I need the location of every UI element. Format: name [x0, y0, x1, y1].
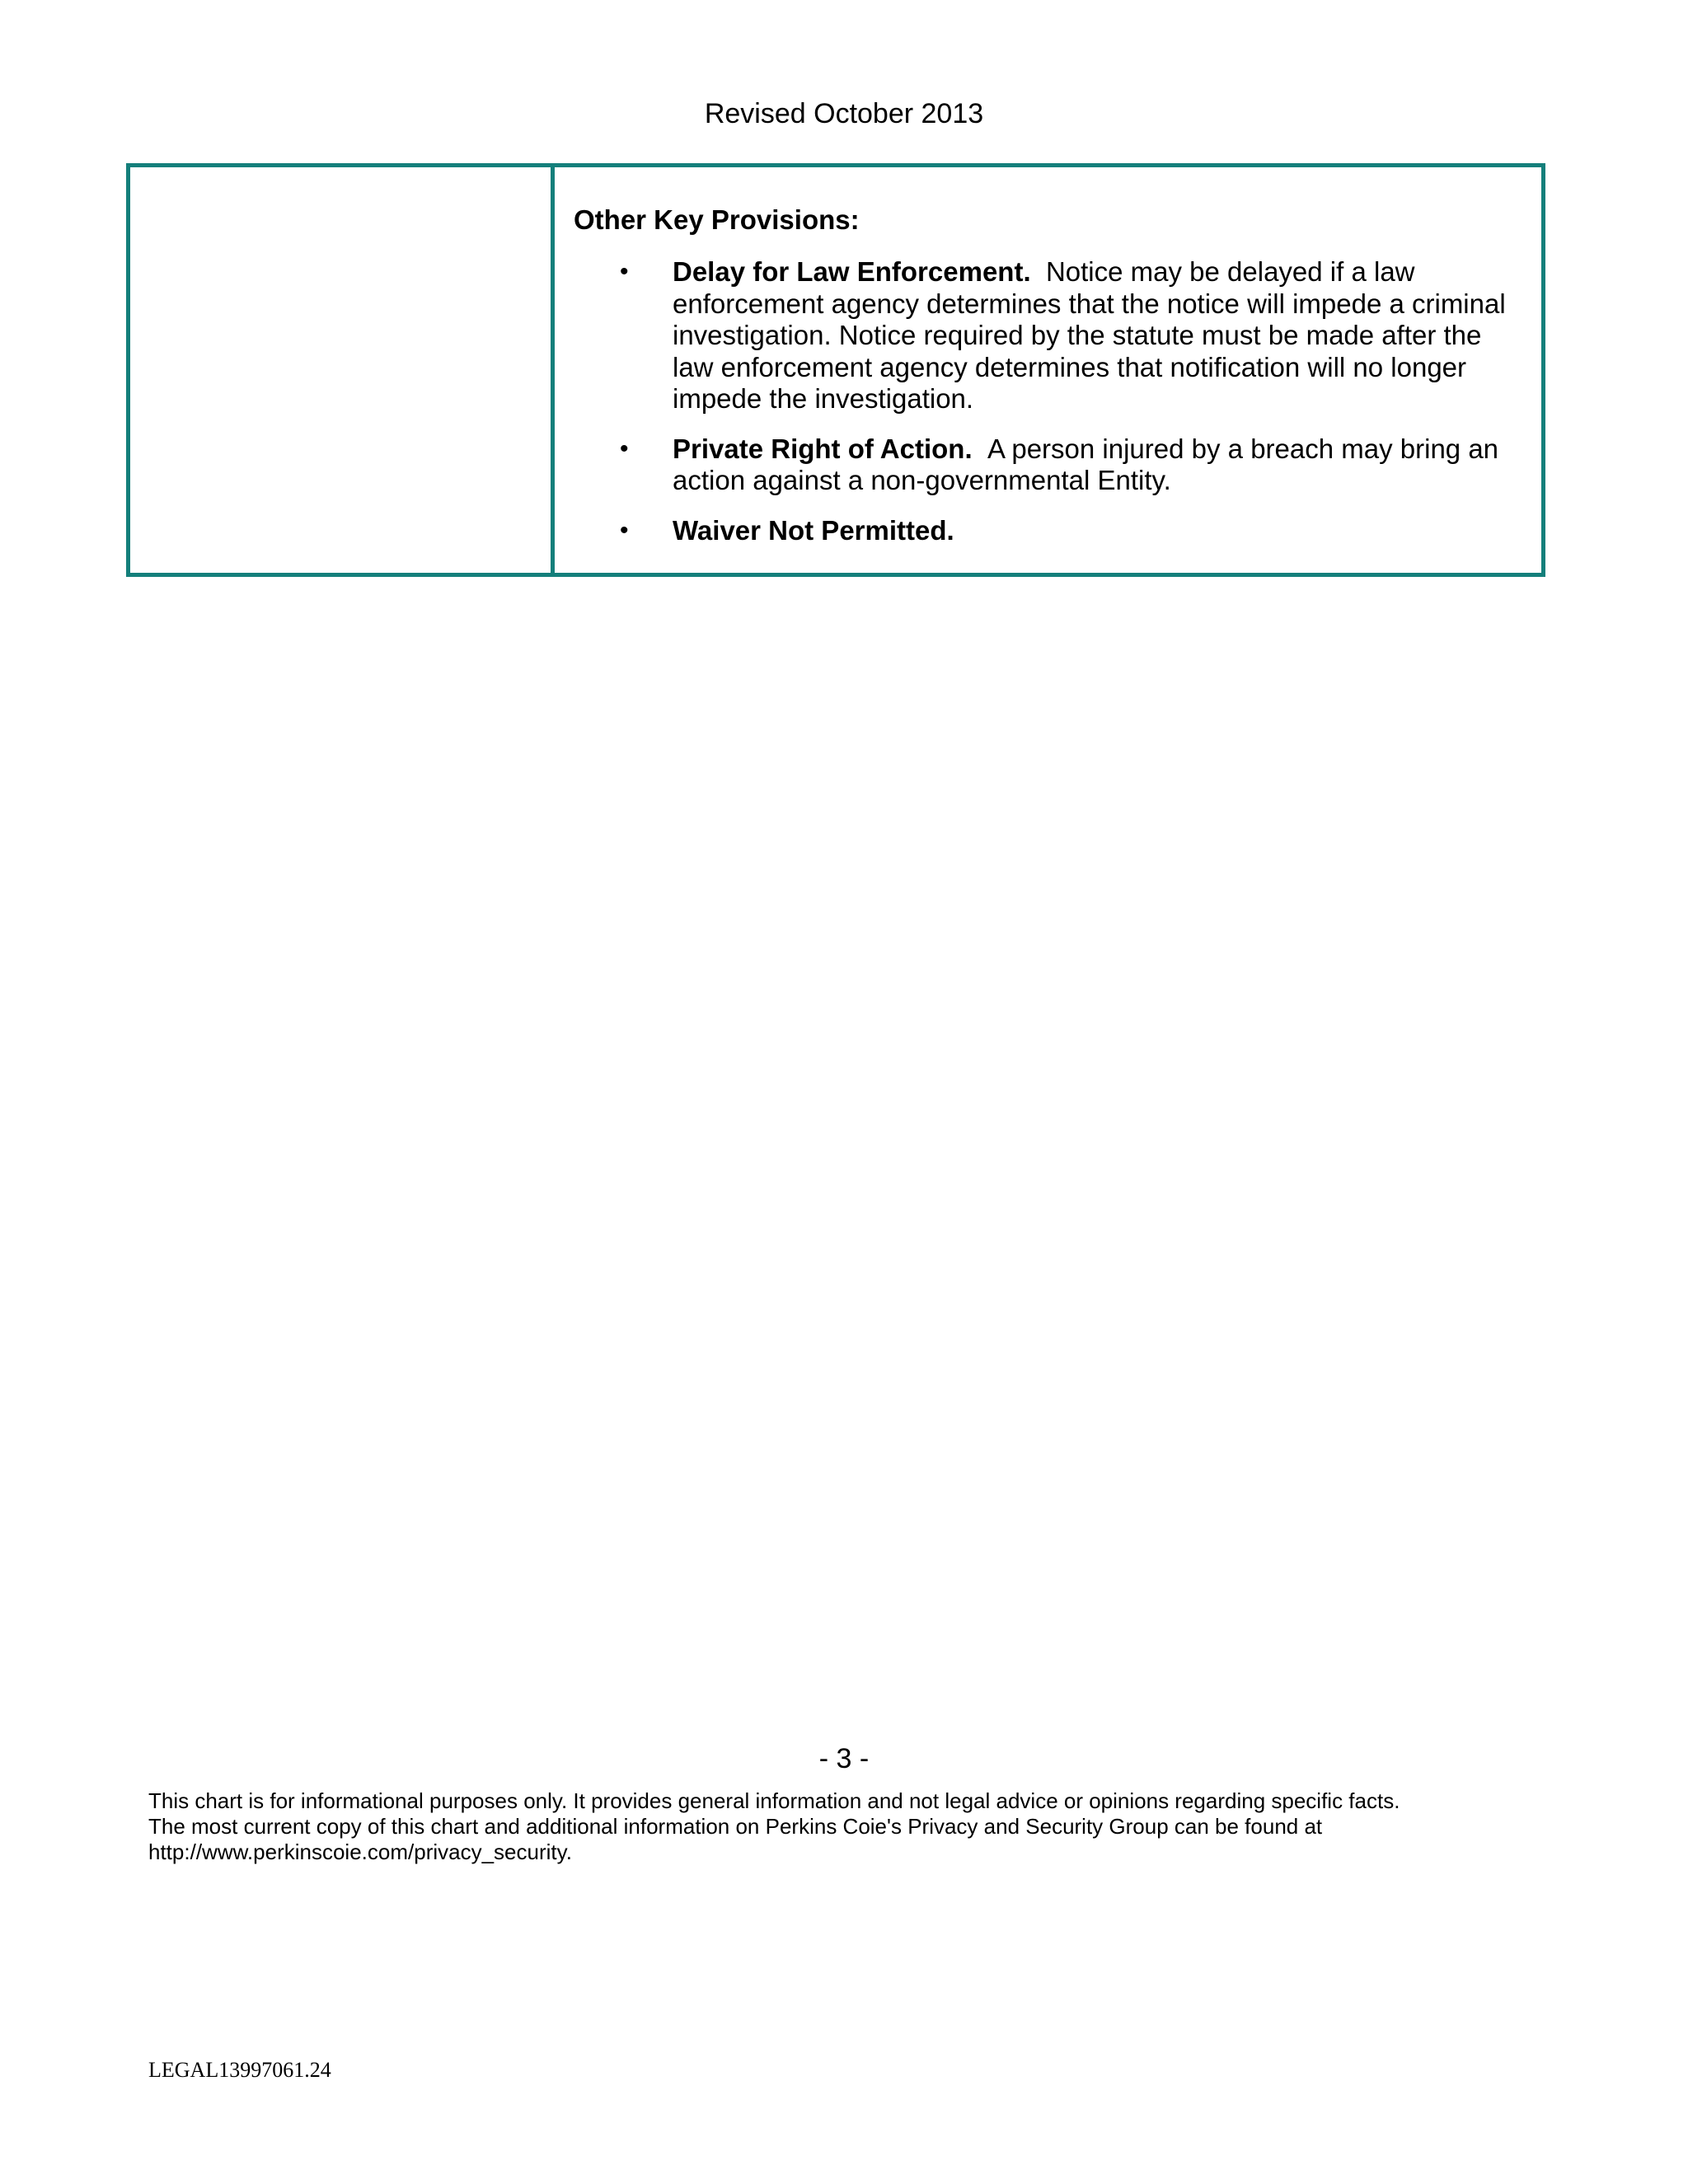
- list-item: [574, 256, 1517, 415]
- table-right-cell: [555, 167, 1541, 573]
- table-left-cell: [130, 167, 555, 573]
- provision-text: A person injured by a breach may bring an action against a non-governmental Entity.: [673, 433, 1499, 495]
- disclaimer-line: http://www.perkinscoie.com/privacy_security.: [148, 1840, 572, 1864]
- document-id: LEGAL13997061.24: [148, 2058, 331, 2082]
- provision-text: Notice may be delayed if a law enforcement agency determines that the notice will impede a criminal investigation. Notice required by the statute must be made after the law enforcement agency determines that notification will no longer impede the investigation.: [673, 256, 1506, 414]
- bullet-icon: •: [620, 258, 629, 285]
- provision-title: Private Right of Action.: [673, 433, 973, 464]
- provision-title: Delay for Law Enforcement.: [673, 256, 1031, 287]
- page-number: - 3 -: [818, 1743, 870, 1774]
- provision-list: [574, 256, 1517, 546]
- disclaimer-line: The most current copy of this chart and additional information on Perkins Coie's Privacy and Security Group can be found at: [148, 1814, 1323, 1839]
- section-heading: Other Key Provisions:: [574, 204, 860, 235]
- provisions-table: [126, 163, 1545, 577]
- bullet-icon: •: [620, 516, 629, 544]
- disclaimer: [148, 1788, 1632, 1865]
- list-item: [574, 515, 1517, 547]
- provision-title: Waiver Not Permitted.: [673, 514, 954, 546]
- disclaimer-line: This chart is for informational purposes only. It provides general information and not legal advice or opinions regarding specific facts.: [148, 1788, 1400, 1813]
- bullet-icon: •: [620, 434, 629, 462]
- revised-date: Revised October 2013: [704, 98, 984, 129]
- list-item: [574, 434, 1517, 497]
